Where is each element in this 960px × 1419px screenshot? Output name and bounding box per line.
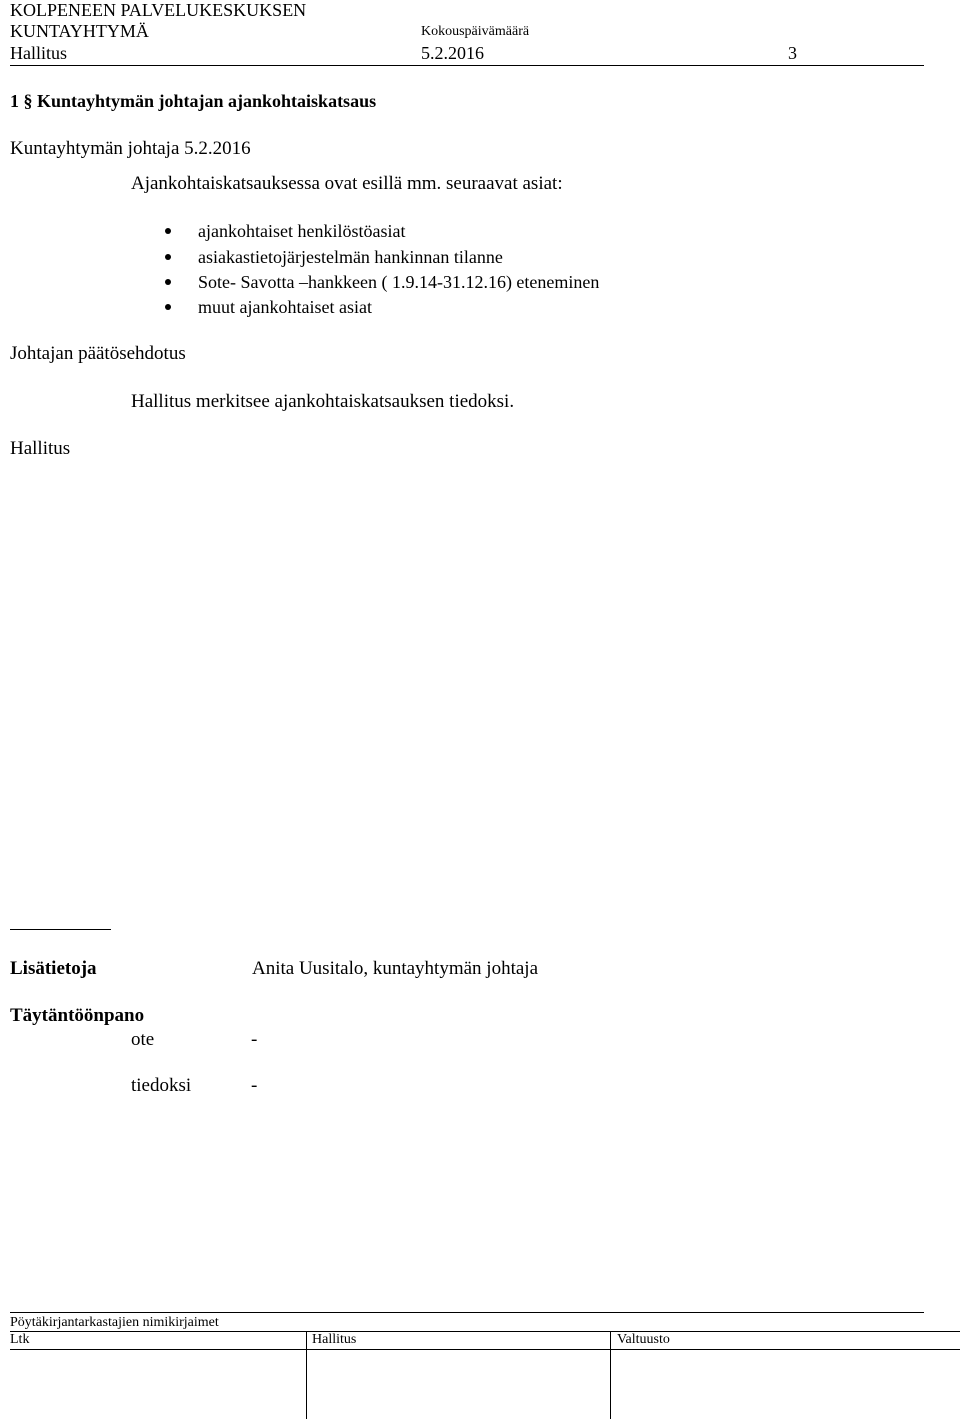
footer-column-divider [306, 1331, 307, 1419]
list-item: ajankohtaiset henkilöstöasiat [198, 221, 406, 241]
org-name-line1: KOLPENEEN PALVELUKESKUKSEN [10, 0, 307, 20]
list-item: muut ajankohtaiset asiat [198, 297, 372, 317]
preparer-intro: Ajankohtaiskatsauksessa ovat esillä mm. seuraavat asiat: [131, 173, 563, 194]
bullet-icon [165, 228, 171, 234]
proposal-label: Johtajan päätösehdotus [10, 343, 186, 364]
footer-top-line [10, 1312, 924, 1313]
section-symbol: § [23, 91, 33, 111]
header-divider [10, 65, 924, 66]
footer-column-divider [610, 1331, 611, 1419]
body-name: Hallitus [10, 43, 67, 63]
implementation-label: Täytäntöönpano [10, 1005, 145, 1026]
info-label: Lisätietoja [10, 958, 97, 979]
section-number: 1 [10, 91, 19, 111]
footer-column-hallitus: Hallitus [312, 1332, 357, 1347]
footer-table-line [10, 1349, 960, 1350]
page-number: 3 [788, 43, 797, 63]
list-item: asiakastietojärjestelmän hankinnan tilanne [198, 247, 503, 267]
footer-column-ltk: Ltk [10, 1332, 30, 1347]
info-value: Anita Uusitalo, kuntayhtymän johtaja [252, 958, 539, 979]
implementation-row-value: - [251, 1075, 258, 1096]
proposal-text: Hallitus merkitsee ajankohtaiskatsauksen tiedoksi. [131, 391, 515, 412]
section-title: Kuntayhtymän johtajan ajankohtaiskatsaus [37, 91, 377, 111]
list-item: Sote- Savotta –hankkeen ( 1.9.14-31.12.16) eteneminen [198, 272, 600, 292]
bullet-icon [165, 254, 171, 260]
preparer-label: Kuntayhtymän johtaja 5.2.2016 [10, 138, 251, 159]
footer-title: Pöytäkirjantarkastajien nimikirjaimet [10, 1315, 219, 1330]
org-name-line2: KUNTAYHTYMÄ [10, 21, 149, 41]
meeting-date: 5.2.2016 [421, 43, 484, 63]
bullet-icon [165, 304, 171, 310]
section-heading [10, 91, 376, 111]
footer-column-valtuusto: Valtuusto [617, 1332, 670, 1347]
decision-label: Hallitus [10, 438, 71, 459]
bullet-icon [165, 279, 171, 285]
separator-line [10, 929, 111, 930]
implementation-row-label: tiedoksi [131, 1075, 192, 1096]
meeting-date-label: Kokouspäivämäärä [421, 24, 530, 39]
footer-table-line [10, 1331, 960, 1332]
implementation-row-label: ote [131, 1029, 155, 1050]
implementation-row-value: - [251, 1029, 258, 1050]
